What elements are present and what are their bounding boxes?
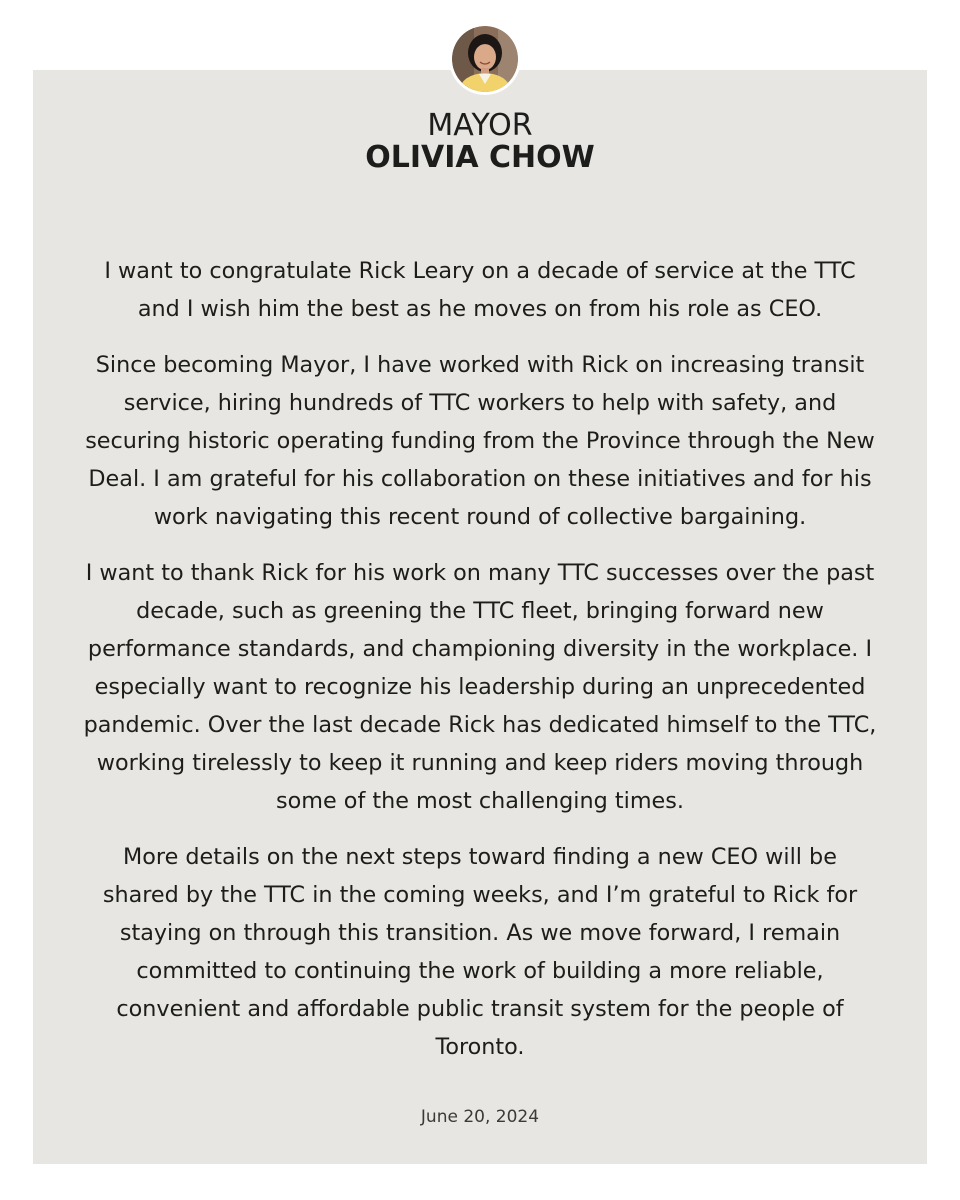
avatar [449, 23, 521, 95]
statement-paragraph: More details on the next steps toward finding a new CEO will be shared by the TTC in the coming weeks, and I’m grateful to Rick for staying on through this transition. As we move forward, I remain committed to continuing the work of building a more reliable, convenient and affordable public transit system for the people of Toronto. [102, 844, 858, 1060]
title-name: OLIVIA CHOW [365, 140, 595, 175]
statement-paragraph: Since becoming Mayor, I have worked with Rick on increasing transit service, hiring hundreds of TTC workers to help with safety, and securing historic operating funding from the Province through the New Deal. I am grateful for his collaboration on these initiatives and for his work navigating this recent round of collective bargaining. [85, 352, 875, 530]
statement-date: June 20, 2024 [420, 1107, 540, 1127]
title-mayor: MAYOR [427, 108, 533, 143]
mayor-portrait-image [452, 26, 518, 92]
statement-paragraph: I want to congratulate Rick Leary on a decade of service at the TTC and I wish him the best as he moves on from his role as CEO. [104, 258, 856, 322]
statement-paragraph: I want to thank Rick for his work on many TTC successes over the past decade, such as greening the TTC fleet, bringing forward new performance standards, and championing diversity in the workplace. I especially want to recognize his leadership during an unprecedented pandemic. Over the last decade Rick has dedicated himself to the TTC, working tirelessly to keep it running and keep riders moving through some of the most challenging times. [83, 560, 877, 814]
statement-body [82, 252, 878, 1084]
